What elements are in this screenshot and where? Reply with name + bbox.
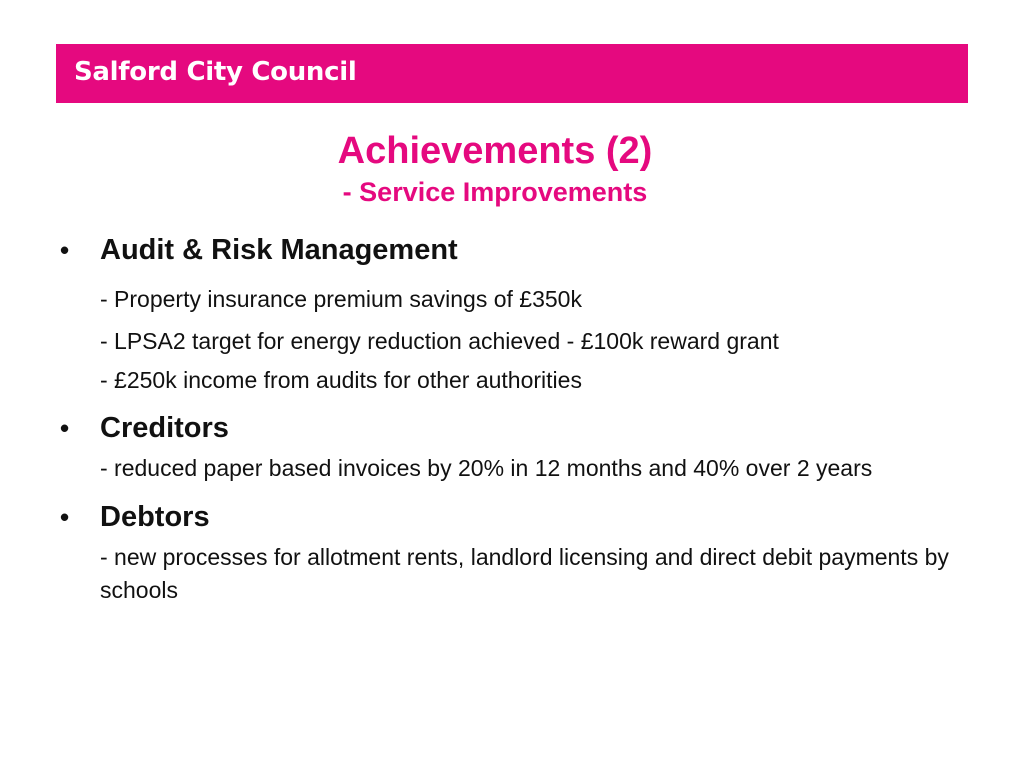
list-item: - reduced paper based invoices by 20% in 12 months and 40% over 2 years	[100, 455, 873, 481]
title-main: Achievements (2)	[337, 130, 653, 172]
section-creditors	[60, 406, 965, 485]
bullet-icon: •	[60, 413, 70, 443]
section-heading: Creditors	[100, 412, 229, 444]
slide-content	[60, 228, 965, 607]
section-debtors	[60, 495, 965, 607]
list-item: - LPSA2 target for energy reduction achieved - £100k reward grant	[100, 328, 779, 354]
header-banner	[56, 44, 968, 103]
section-audit-risk	[60, 228, 965, 397]
list-item: - new processes for allotment rents, landlord licensing and direct debit payments by schools	[100, 544, 949, 603]
bullet-icon: •	[60, 235, 70, 265]
list-item: - Property insurance premium savings of £350k	[100, 286, 582, 312]
section-heading: Audit & Risk Management	[100, 234, 458, 266]
bullet-icon: •	[60, 502, 70, 532]
list-item: - £250k income from audits for other authorities	[100, 367, 582, 393]
title-subtitle: - Service Improvements	[342, 177, 648, 207]
slide-title	[200, 127, 790, 209]
council-logo: Salford City Council	[74, 57, 357, 87]
section-heading: Debtors	[100, 501, 210, 533]
